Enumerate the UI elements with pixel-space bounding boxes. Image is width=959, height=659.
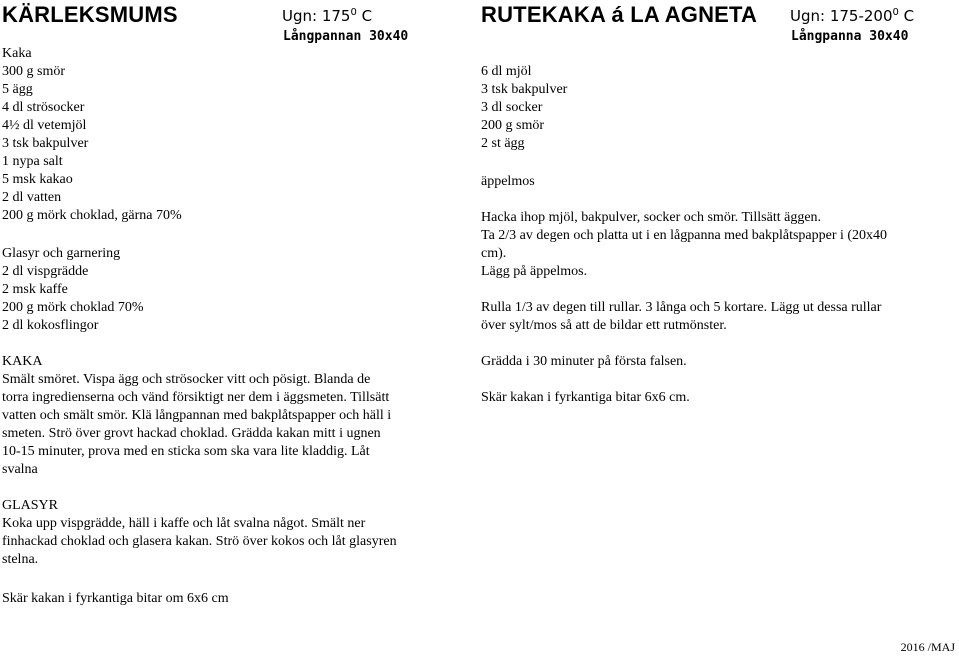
instruction-line: Ta 2/3 av degen och platta ut i en lågpanna med bakplåtspapper i (20x40 — [481, 228, 888, 243]
instructions-heading-glasyr: GLASYR — [2, 498, 59, 513]
extra-ingredient-block — [481, 173, 535, 191]
pan-size-left: Långpannan 30x40 — [283, 29, 409, 44]
rutekaka-step-1 — [481, 209, 887, 281]
ingredient-line: 2 dl kokosflingor — [2, 318, 99, 333]
instruction-line: stelna. — [2, 552, 39, 567]
section-heading-kaka: Kaka — [2, 46, 32, 61]
glasyr-ingredients-block — [2, 245, 144, 335]
ingredient-line: 3 tsk bakpulver — [2, 136, 89, 151]
instruction-line: Rulla 1/3 av degen till rullar. 3 långa och 5 kortare. Lägg ut dessa rullar — [481, 300, 882, 315]
instructions-heading-kaka: KAKA — [2, 354, 43, 369]
final-note-text: Skär kakan i fyrkantiga bitar om 6x6 cm — [2, 591, 229, 606]
ingredient-line: 6 dl mjöl — [481, 64, 532, 79]
ingredient-line: 5 ägg — [2, 82, 33, 97]
ingredient-line: 200 g smör — [481, 118, 544, 133]
footer-credit: 2016 /MAJ — [900, 640, 955, 654]
kaka-ingredients-block — [2, 45, 182, 225]
rutekaka-ingredients-block — [481, 63, 567, 153]
ingredient-line: 300 g smör — [2, 64, 65, 79]
pan-size-right: Långpanna 30x40 — [791, 29, 909, 44]
instruction-line: Lägg på äppelmos. — [481, 264, 588, 279]
oven-temp-right — [790, 7, 914, 25]
oven-temp-right-unit: C — [898, 7, 915, 25]
oven-temp-left-unit: C — [356, 7, 373, 25]
recipe-title-left: KÄRLEKSMUMS — [2, 2, 178, 27]
ingredient-line: 2 st ägg — [481, 136, 525, 151]
ingredient-line: 3 dl socker — [481, 100, 543, 115]
ingredient-line: 4½ dl vetemjöl — [2, 118, 87, 133]
final-note-left — [2, 590, 229, 608]
ingredient-line: 5 msk kakao — [2, 172, 73, 187]
instruction-line: torra ingredienserna och vänd försiktigt ner dem i äggsmeten. Tillsätt — [2, 390, 390, 405]
oven-temp-right-text: Ugn: 175-200 — [790, 7, 893, 25]
instruction-line: smeten. Strö över grovt hackad choklad. Grädda kakan mitt i ugnen — [2, 426, 381, 441]
instruction-line: över sylt/mos så att de bildar ett rutmönster. — [481, 318, 727, 333]
ingredient-line: 4 dl strösocker — [2, 100, 85, 115]
rutekaka-step-3 — [481, 299, 881, 335]
rutekaka-step-5 — [481, 389, 690, 407]
ingredient-line: 2 msk kaffe — [2, 282, 68, 297]
instruction-line: Hacka ihop mjöl, bakpulver, socker och smör. Tillsätt äggen. — [481, 210, 822, 225]
ingredient-line: äppelmos — [481, 174, 535, 189]
ingredient-line: 200 g mörk choklad 70% — [2, 300, 144, 315]
ingredient-line: 1 nypa salt — [2, 154, 63, 169]
instruction-line: cm). — [481, 246, 507, 261]
ingredient-line: 200 g mörk choklad, gärna 70% — [2, 208, 182, 223]
oven-temp-right-degree: 0 — [892, 7, 899, 18]
instruction-line: finhackad choklad och glasera kakan. Strö över kokos och låt glasyren — [2, 534, 397, 549]
kaka-instructions-block — [2, 353, 391, 479]
oven-temp-left-degree: 0 — [350, 7, 357, 18]
instruction-line: Koka upp vispgrädde, häll i kaffe och låt svalna något. Smält ner — [2, 516, 366, 531]
recipe-title-right: RUTEKAKA á LA AGNETA — [481, 2, 758, 27]
instruction-line: Skär kakan i fyrkantiga bitar 6x6 cm. — [481, 390, 690, 405]
ingredient-line: 2 dl vatten — [2, 190, 62, 205]
rutekaka-step-4 — [481, 353, 687, 371]
instruction-line: vatten och smält smör. Klä långpannan med bakplåtspapper och häll i — [2, 408, 392, 423]
instruction-line: 10-15 minuter, prova med en sticka som ska vara lite kladdig. Låt — [2, 444, 370, 459]
section-heading-glasyr: Glasyr och garnering — [2, 246, 121, 261]
instruction-line: Smält smöret. Vispa ägg och strösocker vitt och pösigt. Blanda de — [2, 372, 371, 387]
oven-temp-left — [282, 7, 372, 25]
ingredient-line: 2 dl vispgrädde — [2, 264, 89, 279]
glasyr-instructions-block — [2, 497, 397, 569]
instruction-line: svalna — [2, 462, 38, 477]
oven-temp-left-text: Ugn: 175 — [282, 7, 351, 25]
instruction-line: Grädda i 30 minuter på första falsen. — [481, 354, 687, 369]
ingredient-line: 3 tsk bakpulver — [481, 82, 568, 97]
